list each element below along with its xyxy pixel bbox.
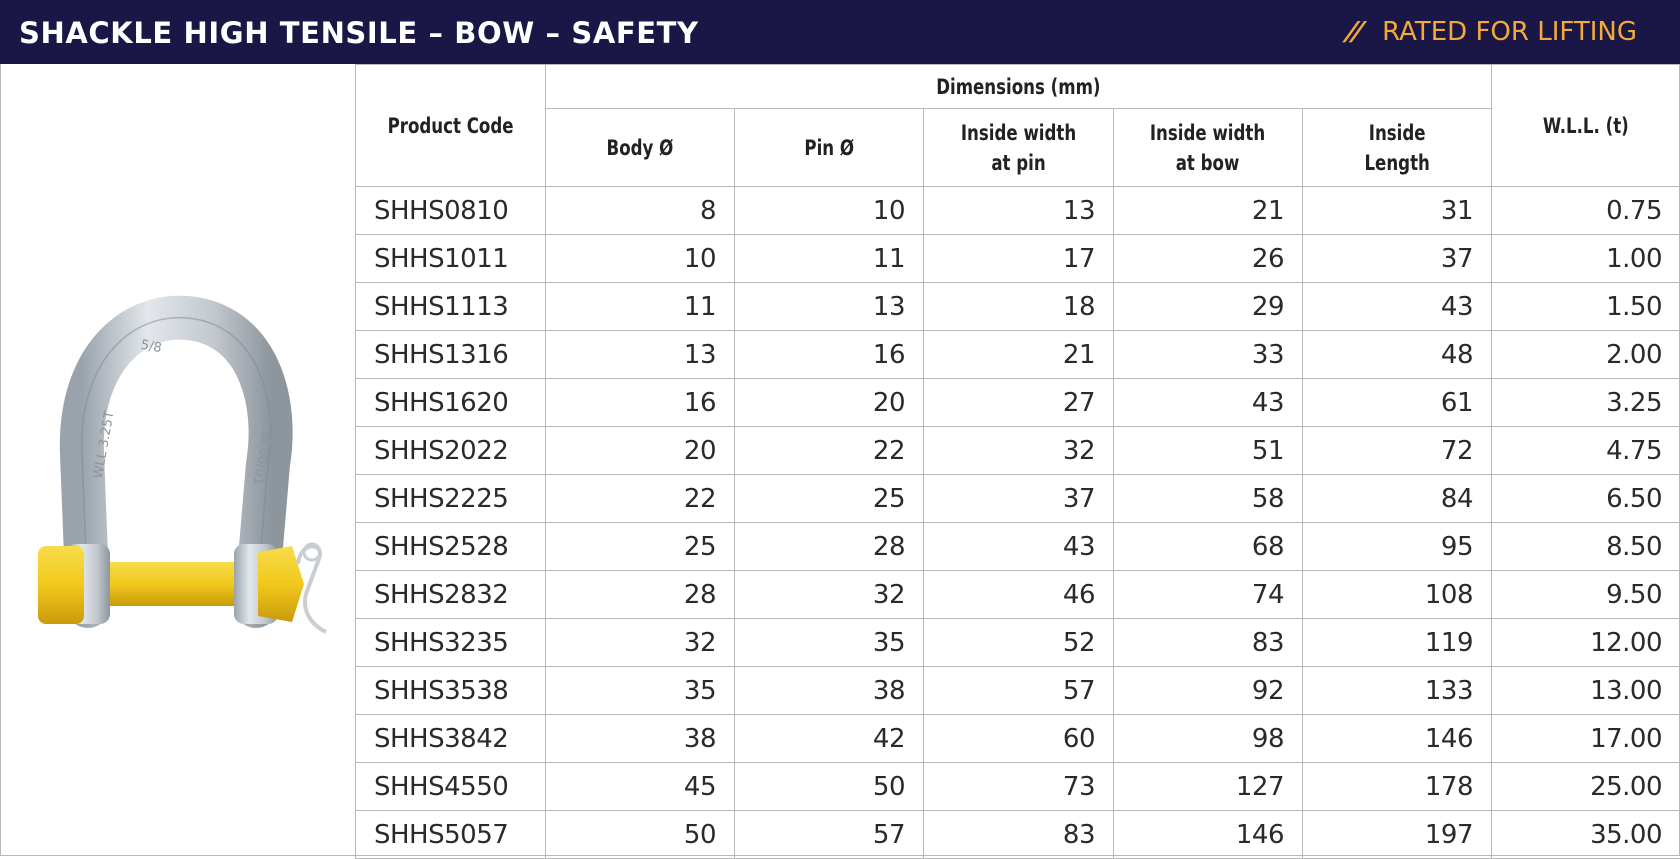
cell-body-diameter: 11 [546,283,735,331]
cell-body-diameter: 22 [546,475,735,523]
cell-inside-width-bow: 98 [1114,715,1303,763]
cell-wll: 6.50 [1492,475,1680,523]
cell-body-diameter: 8 [546,187,735,235]
cell-inside-width-bow: 83 [1114,619,1303,667]
cell-product-code: SHHS4550 [356,763,546,811]
page-title: SHACKLE HIGH TENSILE – BOW – SAFETY [19,0,699,64]
svg-text:DF18 00/01: DF18 00/01 [250,409,278,486]
header-inside-length: Inside Length [1303,109,1492,187]
cell-pin-diameter: 22 [735,427,924,475]
cell-pin-diameter: 11 [735,235,924,283]
table-row [356,619,1680,667]
cell-inside-length: 133 [1303,667,1492,715]
cell-inside-width-pin: 83 [924,811,1114,859]
cell-wll: 2.00 [1492,331,1680,379]
cell-inside-width-pin: 32 [924,427,1114,475]
table-row [356,523,1680,571]
cell-inside-width-pin: 43 [924,523,1114,571]
cell-inside-width-bow: 58 [1114,475,1303,523]
cell-wll: 3.25 [1492,379,1680,427]
cell-inside-width-bow: 68 [1114,523,1303,571]
rated-badge [1347,0,1637,64]
rated-label: RATED FOR LIFTING [1382,17,1637,47]
cell-inside-width-pin: 21 [924,331,1114,379]
cell-body-diameter: 32 [546,619,735,667]
cell-inside-width-bow: 43 [1114,379,1303,427]
cell-wll: 12.00 [1492,619,1680,667]
header-wll: W.L.L. (t) [1492,65,1680,187]
cell-inside-length: 95 [1303,523,1492,571]
cell-inside-width-bow: 26 [1114,235,1303,283]
table-row [356,811,1680,859]
cell-inside-width-pin: 17 [924,235,1114,283]
svg-text:WLL 3.25T: WLL 3.25T [91,410,118,480]
cell-inside-width-bow: 127 [1114,763,1303,811]
cell-product-code: SHHS1620 [356,379,546,427]
header-product-code: Product Code [356,65,546,187]
cell-product-code: SHHS3842 [356,715,546,763]
cell-pin-diameter: 28 [735,523,924,571]
cell-pin-diameter: 32 [735,571,924,619]
cell-pin-diameter: 35 [735,619,924,667]
table-row [356,379,1680,427]
cell-body-diameter: 10 [546,235,735,283]
cell-wll: 35.00 [1492,811,1680,859]
table-body [356,187,1680,859]
header-dimensions-group: Dimensions (mm) [546,65,1492,109]
cell-inside-width-pin: 37 [924,475,1114,523]
cell-inside-width-bow: 51 [1114,427,1303,475]
cell-wll: 4.75 [1492,427,1680,475]
cell-product-code: SHHS1316 [356,331,546,379]
cell-inside-width-pin: 60 [924,715,1114,763]
specification-table [355,64,1680,859]
svg-text:5/8: 5/8 [140,338,163,356]
table-row [356,571,1680,619]
cell-body-diameter: 50 [546,811,735,859]
cell-inside-width-pin: 52 [924,619,1114,667]
cell-inside-width-pin: 13 [924,187,1114,235]
cell-inside-length: 84 [1303,475,1492,523]
table-row [356,667,1680,715]
cell-inside-width-bow: 21 [1114,187,1303,235]
cell-product-code: SHHS5057 [356,811,546,859]
table-row [356,283,1680,331]
cell-wll: 1.50 [1492,283,1680,331]
cell-inside-length: 119 [1303,619,1492,667]
cell-inside-length: 43 [1303,283,1492,331]
cell-inside-length: 61 [1303,379,1492,427]
table-row [356,187,1680,235]
cell-wll: 8.50 [1492,523,1680,571]
table-row [356,715,1680,763]
cell-inside-length: 37 [1303,235,1492,283]
cell-pin-diameter: 13 [735,283,924,331]
header-inside-width-pin: Inside width at pin [924,109,1114,187]
cell-body-diameter: 13 [546,331,735,379]
table-row [356,427,1680,475]
cell-inside-width-bow: 146 [1114,811,1303,859]
cell-body-diameter: 35 [546,667,735,715]
page-header [0,0,1680,64]
cell-body-diameter: 16 [546,379,735,427]
cell-pin-diameter: 10 [735,187,924,235]
header-inside-width-bow: Inside width at bow [1114,109,1303,187]
double-slash-icon: // [1340,0,1367,64]
cell-product-code: SHHS2528 [356,523,546,571]
cell-inside-length: 108 [1303,571,1492,619]
cell-inside-length: 31 [1303,187,1492,235]
cell-pin-diameter: 25 [735,475,924,523]
cell-body-diameter: 28 [546,571,735,619]
table-row [356,235,1680,283]
table-row [356,331,1680,379]
table-row [356,763,1680,811]
cell-pin-diameter: 16 [735,331,924,379]
cell-body-diameter: 45 [546,763,735,811]
cell-inside-length: 72 [1303,427,1492,475]
cell-inside-length: 197 [1303,811,1492,859]
table-row [356,475,1680,523]
cell-product-code: SHHS0810 [356,187,546,235]
cell-pin-diameter: 57 [735,811,924,859]
cell-wll: 1.00 [1492,235,1680,283]
cell-inside-width-pin: 73 [924,763,1114,811]
cell-inside-width-pin: 46 [924,571,1114,619]
cell-inside-width-bow: 29 [1114,283,1303,331]
bow-shackle-image [30,294,330,674]
cell-body-diameter: 20 [546,427,735,475]
product-image-panel [0,64,355,856]
cell-wll: 25.00 [1492,763,1680,811]
cell-product-code: SHHS2225 [356,475,546,523]
cell-wll: 9.50 [1492,571,1680,619]
cell-product-code: SHHS2022 [356,427,546,475]
cell-inside-width-bow: 92 [1114,667,1303,715]
header-pin-diameter: Pin Ø [735,109,924,187]
cell-inside-width-pin: 57 [924,667,1114,715]
cell-body-diameter: 38 [546,715,735,763]
cell-inside-width-bow: 33 [1114,331,1303,379]
cell-inside-width-pin: 18 [924,283,1114,331]
cell-inside-length: 146 [1303,715,1492,763]
cell-body-diameter: 25 [546,523,735,571]
cell-pin-diameter: 20 [735,379,924,427]
cell-pin-diameter: 50 [735,763,924,811]
cell-inside-width-pin: 27 [924,379,1114,427]
header-body-diameter: Body Ø [546,109,735,187]
cell-wll: 13.00 [1492,667,1680,715]
cell-inside-length: 48 [1303,331,1492,379]
cell-wll: 0.75 [1492,187,1680,235]
cell-product-code: SHHS1113 [356,283,546,331]
cell-wll: 17.00 [1492,715,1680,763]
cell-product-code: SHHS3235 [356,619,546,667]
cell-inside-length: 178 [1303,763,1492,811]
cell-pin-diameter: 42 [735,715,924,763]
cell-inside-width-bow: 74 [1114,571,1303,619]
cell-product-code: SHHS3538 [356,667,546,715]
cell-product-code: SHHS1011 [356,235,546,283]
cell-product-code: SHHS2832 [356,571,546,619]
cell-pin-diameter: 38 [735,667,924,715]
